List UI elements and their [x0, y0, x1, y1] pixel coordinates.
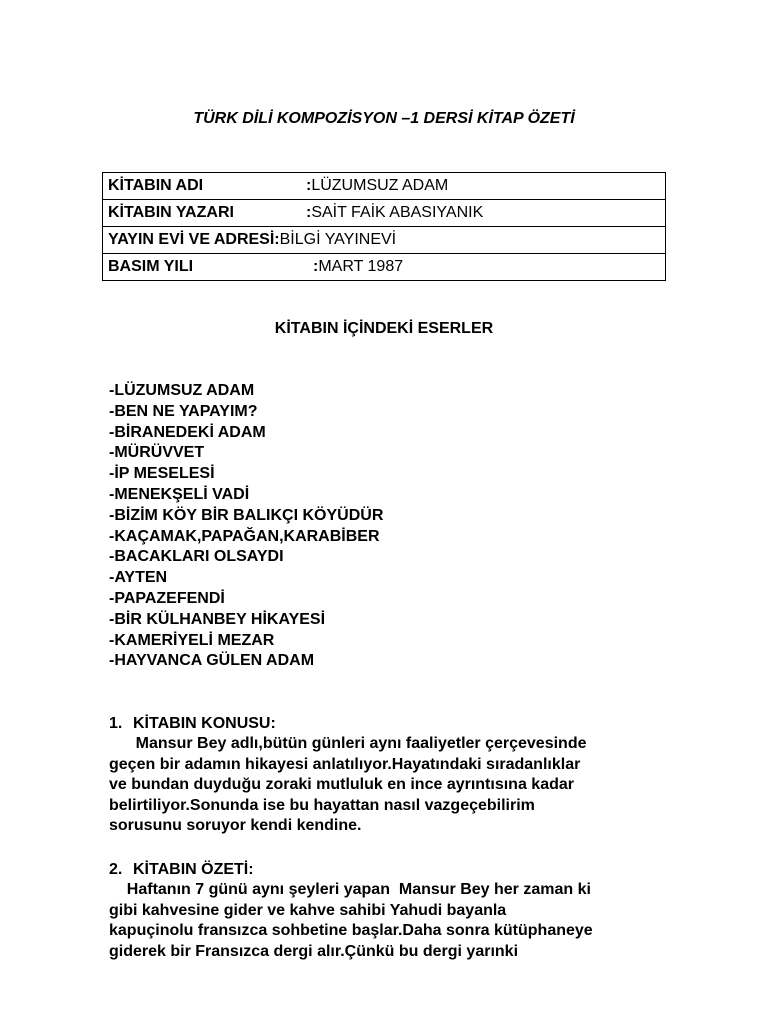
section-book-summary — [109, 859, 679, 962]
section-title: KİTABIN KONUSU: — [133, 715, 276, 732]
paragraph-line: giderek bir Fransızca dergi alır.Çünkü bu dergi yarınki — [109, 942, 519, 960]
row-colon: : — [313, 258, 319, 275]
row-value: SAİT FAİK ABASIYANIK — [311, 204, 484, 221]
paragraph-line: belirtiliyor.Sonunda ise bu hayattan nasıl vazgeçebilirim — [109, 796, 535, 814]
table-cell — [103, 173, 666, 200]
list-item: -BİR KÜLHANBEY HİKAYESİ — [109, 610, 326, 628]
table-cell — [103, 254, 666, 281]
list-item: -KAÇAMAK,PAPAĞAN,KARABİBER — [109, 527, 380, 545]
list-item: -BİZİM KÖY BİR BALIKÇI KÖYÜDÜR — [109, 506, 384, 524]
list-item: -PAPAZEFENDİ — [109, 589, 225, 607]
row-label: BASIM YILI — [108, 258, 194, 275]
document-title: TÜRK DİLİ KOMPOZİSYON –1 DERSİ KİTAP ÖZETİ — [193, 110, 575, 127]
row-colon: : — [306, 177, 312, 194]
list-item: -MÜRÜVVET — [109, 444, 205, 462]
table-cell — [103, 227, 666, 254]
paragraph-line: sorusunu soruyor kendi kendine. — [109, 817, 362, 835]
row-value: LÜZUMSUZ ADAM — [311, 177, 449, 194]
list-item: -MENEKŞELİ VADİ — [109, 485, 250, 503]
book-info-table — [102, 172, 666, 281]
paragraph-line: ve bundan duyduğu zoraki mutluluk en ince ayrıntısına kadar — [109, 776, 574, 794]
row-label: YAYIN EVİ VE ADRESİ — [108, 231, 275, 248]
paragraph-line: geçen bir adamın hikayesi anlatılıyor.Hayatındaki sıradanlıklar — [109, 755, 581, 773]
table-row-print-year — [103, 254, 666, 281]
section-book-subject — [109, 713, 679, 837]
section-heading — [109, 713, 679, 734]
list-item: -HAYVANCA GÜLEN ADAM — [109, 652, 315, 670]
works-heading: KİTABIN İÇİNDEKİ ESERLER — [274, 320, 494, 337]
list-item: -KAMERİYELİ MEZAR — [109, 631, 275, 649]
list-item: -İP MESELESİ — [109, 465, 215, 483]
row-colon: : — [306, 204, 312, 221]
paragraph-line: gibi kahvesine gider ve kahve sahibi Yahudi bayanla — [109, 901, 507, 919]
section-number: 2. — [109, 861, 123, 878]
list-item: -BİRANEDEKİ ADAM — [109, 423, 266, 441]
row-colon: : — [274, 231, 280, 248]
section-number: 1. — [109, 715, 123, 732]
section-title: KİTABIN ÖZETİ: — [133, 861, 254, 878]
table-row-publisher — [103, 227, 666, 254]
table-cell — [103, 200, 666, 227]
list-item: -LÜZUMSUZ ADAM — [109, 382, 255, 399]
list-item: -AYTEN — [109, 569, 168, 587]
works-list — [109, 381, 383, 672]
row-value: MART 1987 — [318, 258, 404, 275]
list-item: -BEN NE YAPAYIM? — [109, 402, 258, 420]
table-row-book-name — [103, 173, 666, 200]
table-row-author — [103, 200, 666, 227]
paragraph-line: Mansur Bey adlı,bütün günleri aynı faaliyetler çerçevesinde — [109, 735, 587, 752]
list-item: -BACAKLARI OLSAYDI — [109, 548, 284, 566]
section-heading — [109, 859, 679, 880]
row-label: KİTABIN ADI — [108, 177, 204, 194]
paragraph-line: kapuçinolu fransızca sohbetine başlar.Daha sonra kütüphaneye — [109, 922, 593, 940]
row-value: BİLGİ YAYINEVİ — [279, 231, 397, 248]
paragraph-line: Haftanın 7 günü aynı şeyleri yapan Mansur Bey her zaman ki — [109, 881, 591, 898]
row-label: KİTABIN YAZARI — [108, 204, 234, 221]
